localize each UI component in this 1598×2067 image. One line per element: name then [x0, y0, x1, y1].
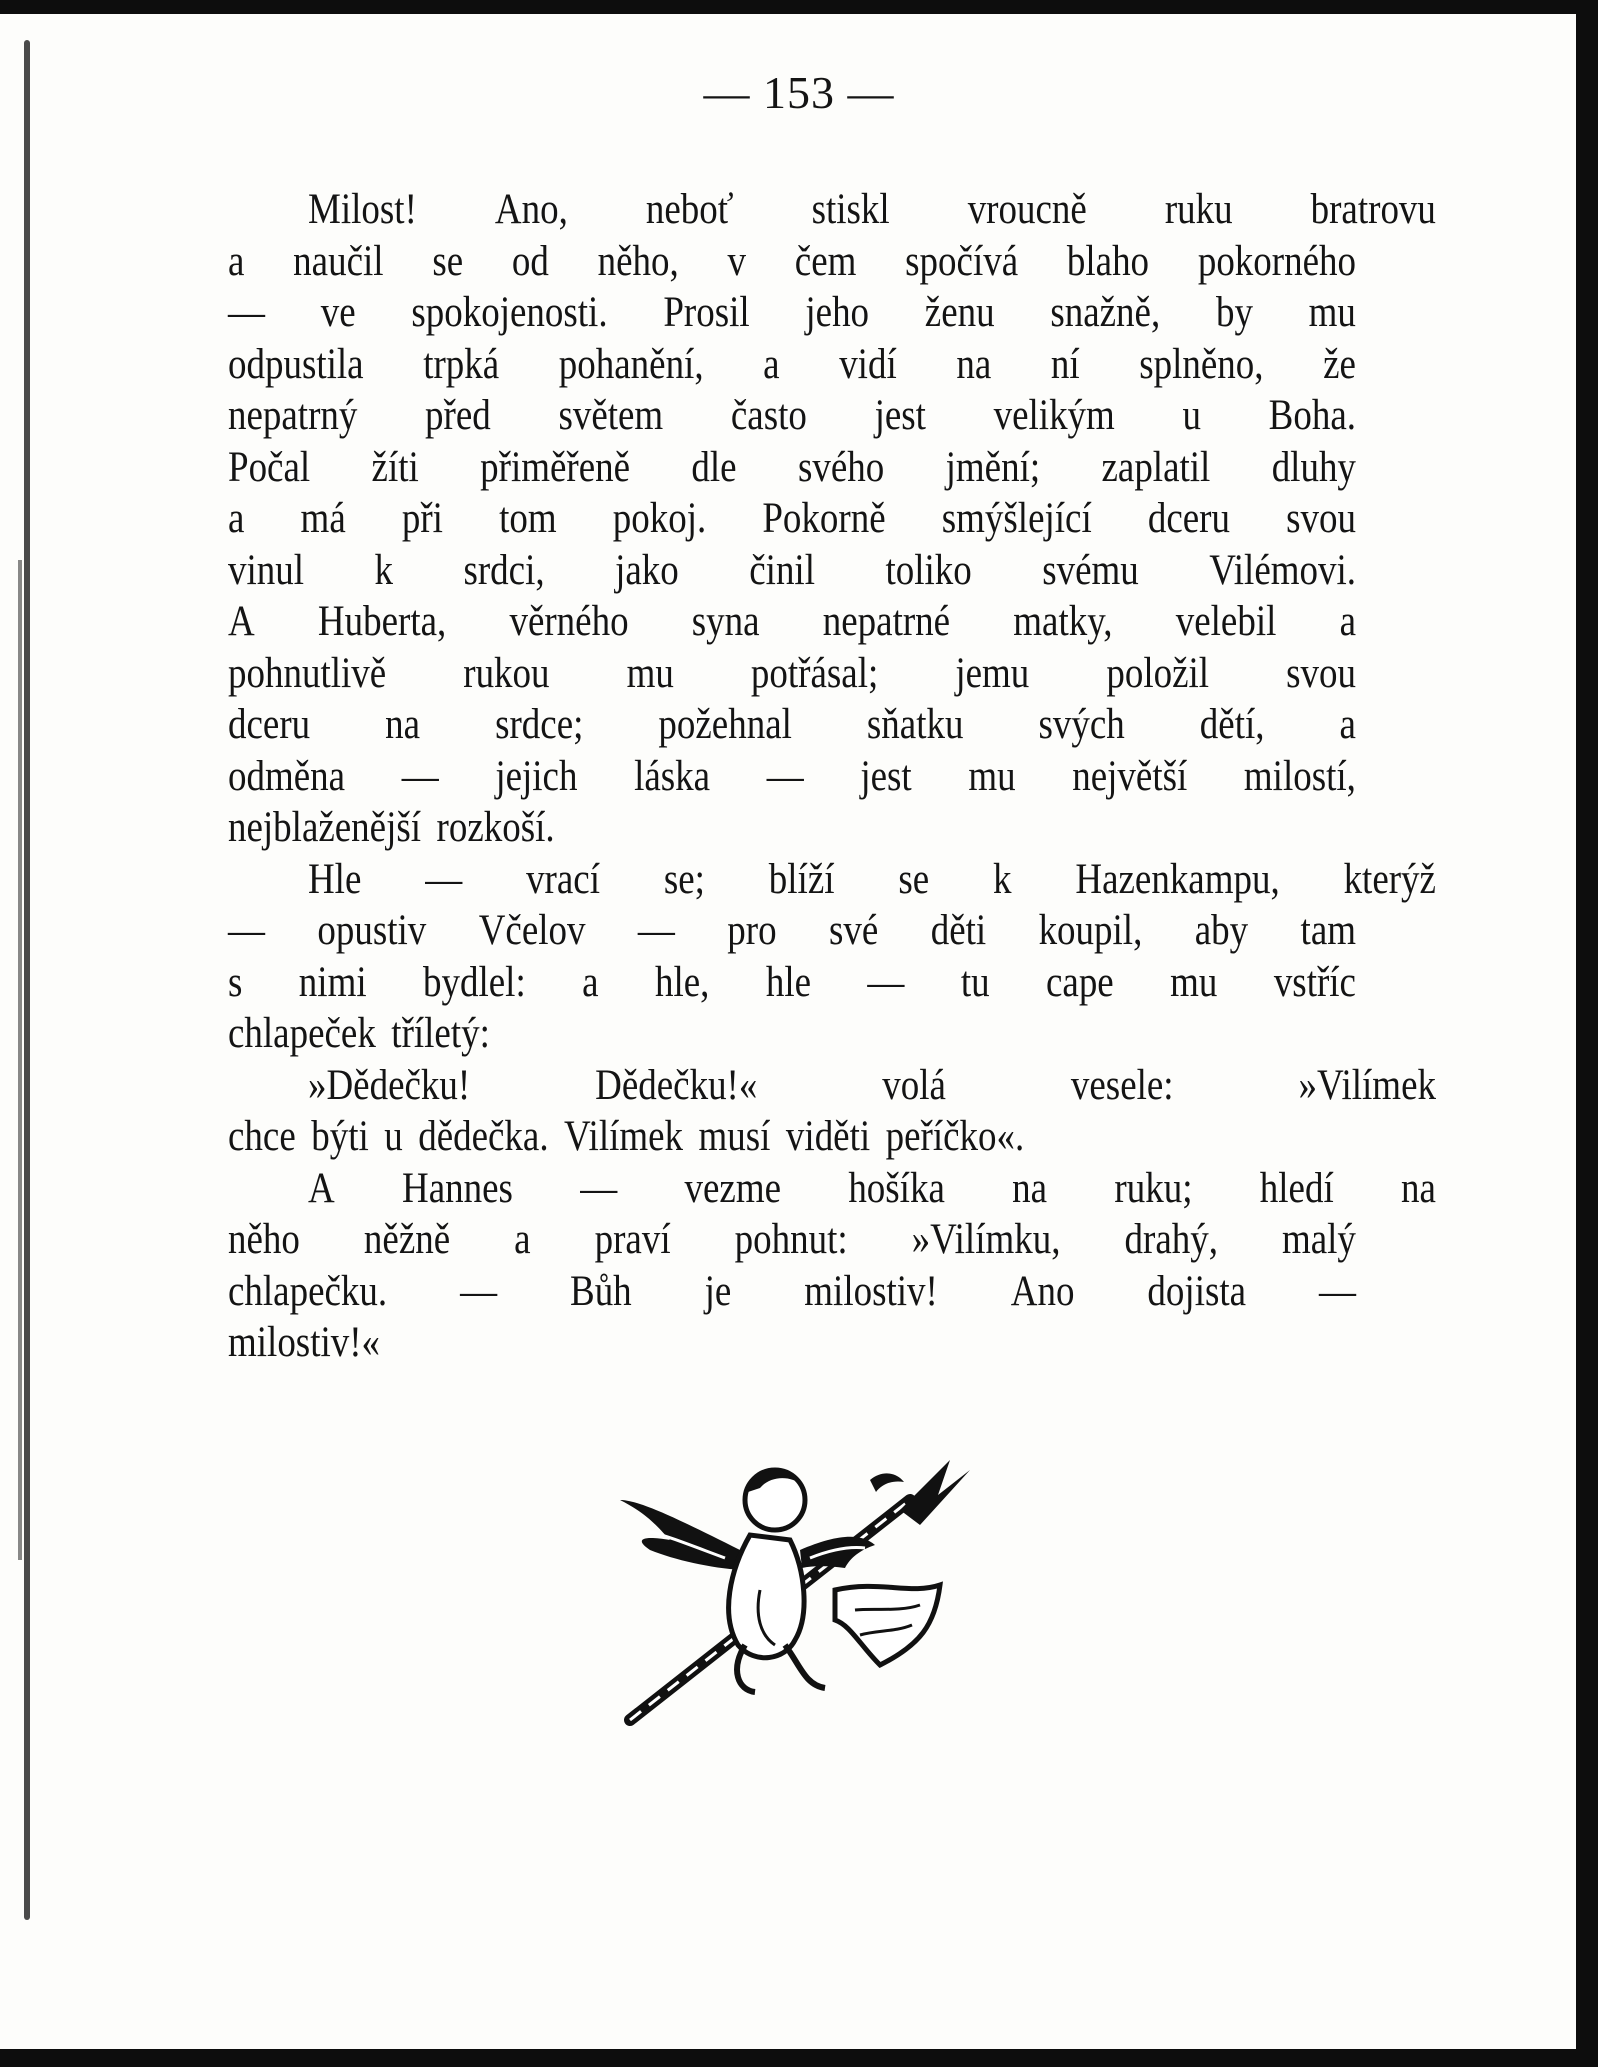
- text-line: Milost! Ano, neboť stiskl vroucně ruku bratrovu: [307, 186, 1436, 233]
- text-line: odpustila trpká pohanění, a vidí na ní splněno, že: [228, 340, 1356, 388]
- text-line: chlapečku. — Bůh je milostiv! Ano dojista —: [228, 1267, 1356, 1315]
- text-line: vinul k srdci, jako činil toliko svému Vilémovi.: [228, 546, 1356, 594]
- page-number: — 153 —: [703, 67, 895, 118]
- text-line: chlapeček tříletý:: [228, 1010, 490, 1057]
- text-line: s nimi bydlel: a hle, hle — tu cape mu vstříc: [228, 958, 1356, 1006]
- text-line: — opustiv Včelov — pro své děti koupil, aby tam: [228, 907, 1356, 954]
- book-spine-shadow: [24, 40, 30, 1920]
- text-line: a má při tom pokoj. Pokorně smýšlející dceru svou: [228, 495, 1356, 542]
- text-line: milostiv!«: [228, 1319, 381, 1366]
- text-line: »Dědečku! Dědečku!« volá vesele: »Vilímek: [307, 1061, 1436, 1109]
- book-spine-shadow-inner: [18, 560, 22, 1560]
- scan-edge-right: [1576, 0, 1598, 2067]
- text-line: dceru na srdce; požehnal sňatku svých dětí, a: [228, 701, 1356, 748]
- text-line: nepatrný před světem často jest velikým u Boha.: [228, 392, 1356, 439]
- text-line: a naučil se od něho, v čem spočívá blaho pokorného: [228, 237, 1356, 285]
- text-line: něho něžně a praví pohnut: »Vilímku, drahý, malý: [228, 1216, 1356, 1263]
- text-line: chce býti u dědečka. Vilímek musí viděti peříčko«.: [228, 1113, 1025, 1160]
- scan-edge-bottom: [0, 2049, 1598, 2067]
- body-text: [228, 184, 1436, 1369]
- scan-edge-top: [0, 0, 1598, 14]
- text-line: — ve spokojenosti. Prosil jeho ženu snažně, by mu: [228, 289, 1356, 336]
- text-line: Počal žíti přiměřeně dle svého jmění; zaplatil dluhy: [228, 443, 1356, 491]
- text-line: Hle — vrací se; blíží se k Hazenkampu, kterýž: [307, 855, 1436, 903]
- text-line: odměna — jejich láska — jest mu největší milostí,: [228, 752, 1356, 800]
- text-line: nejblaženější rozkoší.: [228, 804, 555, 851]
- text-line: pohnutlivě rukou mu potřásal; jemu položil svou: [228, 649, 1356, 697]
- cherub-vignette-illustration: [620, 1440, 1000, 1730]
- text-line: A Hannes — vezme hošíka na ruku; hledí na: [307, 1164, 1436, 1212]
- text-line: A Huberta, věrného syna nepatrné matky, velebil a: [228, 598, 1356, 645]
